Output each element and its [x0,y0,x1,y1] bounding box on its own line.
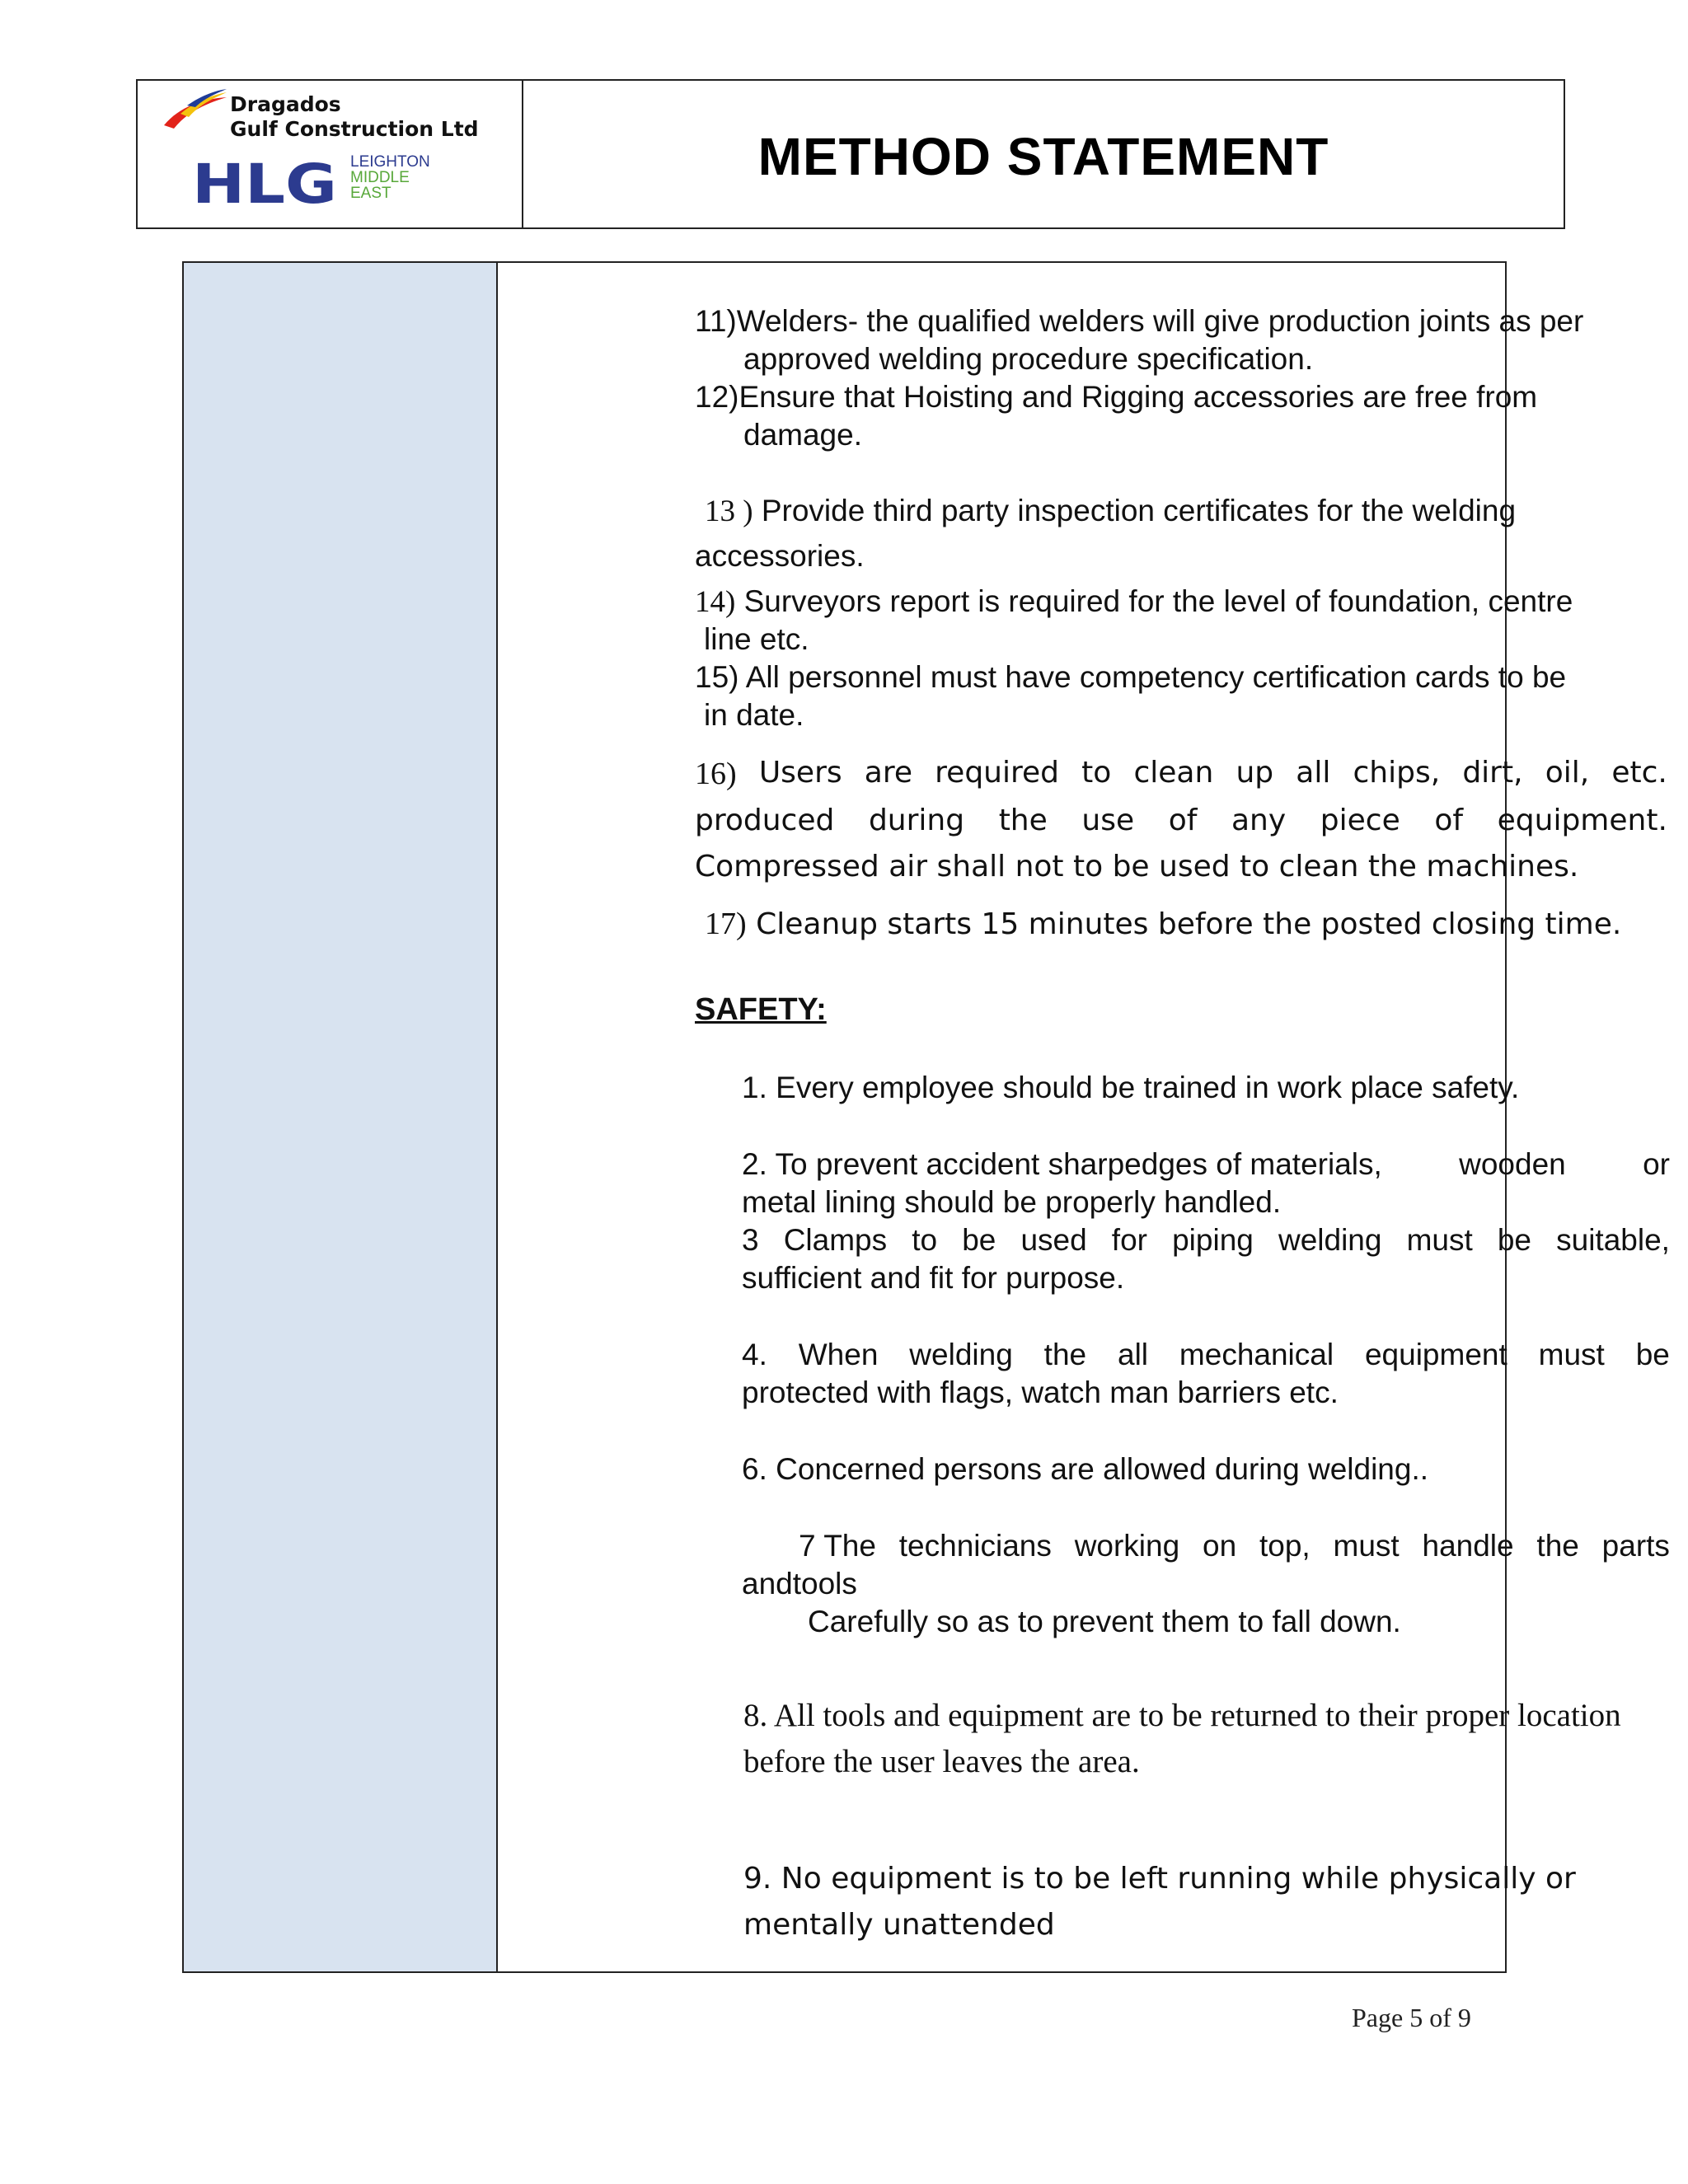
method-content [497,263,1670,1971]
leighton-line2: MIDDLE [350,169,410,186]
item-15-line1: 15) All personnel must have competency certification cards to be [695,660,1567,694]
safety-item-9-line2: mentally unattended [743,1908,1055,1942]
safety-item-3-word: piping [1172,1223,1254,1257]
leighton-line3: EAST [350,185,392,202]
safety-item-7-word: working [1074,1529,1180,1563]
safety-item-7-word: handle [1422,1529,1514,1563]
item-16-word: any [1231,804,1287,837]
safety-item-7-word: 7 The [799,1529,876,1563]
safety-item-4-line2: protected with flags, watch man barriers etc. [742,1376,1339,1409]
safety-item-6: 6. Concerned persons are allowed during welding.. [742,1452,1429,1486]
item-16-word: of [1168,804,1198,837]
safety-item-7-word: parts [1601,1529,1670,1563]
safety-item-4-word: mechanical [1179,1338,1334,1371]
safety-item-3-line1 [742,1223,1670,1258]
company-name-line2: Gulf Construction Ltd [230,117,479,141]
item-16-word: chips, [1353,756,1441,790]
safety-item-4-word: 4. [742,1338,767,1371]
safety-item-2-word: 2. To prevent accident sharpedges of materials, [742,1147,1382,1181]
title-block [523,81,1564,227]
safety-item-8-line2: before the user leaves the area. [743,1744,1140,1779]
item-16-word: are [864,756,912,790]
hlg-logo [192,157,342,208]
item-16-word: use [1081,804,1135,837]
safety-item-4-word: be [1635,1338,1670,1371]
item-17-text: Cleanup starts 15 minutes before the posted closing time. [756,907,1622,941]
company-name-line1: Dragados [230,92,341,116]
item-16-word: all [1296,756,1331,790]
safety-item-3-word: used [1020,1223,1087,1257]
item-16-word: of [1434,804,1464,837]
safety-item-9-line1: 9. No equipment is to be left running while physically or [743,1862,1576,1896]
item-17-line1 [705,906,1621,942]
item-14-text: Surveyors report is required for the level of foundation, centre [743,584,1573,618]
safety-item-1: 1. Every employee should be trained in work place safety. [742,1071,1520,1104]
safety-item-7-word: on [1203,1529,1237,1563]
item-16-word: required [935,756,1059,790]
safety-item-4-line1 [742,1338,1670,1372]
item-16-word: equipment. [1497,804,1667,837]
safety-item-3-word: Clamps [783,1223,888,1257]
safety-item-4-word: the [1043,1338,1087,1371]
leighton-line1: LEIGHTON [350,153,430,171]
safety-item-3-word: 3 [742,1223,759,1257]
safety-item-8-line1: 8. All tools and equipment are to be returned to their proper location [743,1698,1621,1733]
safety-item-3-word: be [1497,1223,1532,1257]
item-16-word: to [1081,756,1112,790]
svg-text:HLG: HLG [192,157,337,208]
safety-item-4-word: must [1538,1338,1605,1371]
document-header [136,79,1565,229]
safety-item-2-line1 [742,1147,1670,1182]
safety-item-2-word: or [1643,1147,1670,1181]
safety-item-4-word: all [1118,1338,1149,1371]
safety-item-7-line1 [799,1529,1670,1563]
item-15-line2: in date. [704,698,804,732]
item-16-word: oil, [1545,756,1590,790]
item-16-word: up [1236,756,1274,790]
item-13-line2: accessories. [695,539,865,573]
item-16-word: produced [695,804,835,837]
safety-item-4-word: equipment [1364,1338,1507,1371]
item-12-line2: damage. [743,418,862,452]
safety-item-3-word: be [962,1223,996,1257]
safety-item-3-word: to [912,1223,938,1257]
safety-item-3-word: must [1406,1223,1473,1257]
item-16-line3: Compressed air shall not to be used to clean the machines. [695,850,1579,883]
item-16-word: dirt, [1462,756,1523,790]
item-13-number: 13 ) [705,494,753,528]
item-16-line2 [695,804,1667,837]
item-13-text: Provide third party inspection certificates for the welding [761,494,1517,527]
safety-item-3-word: suitable, [1556,1223,1670,1257]
safety-item-7-word: the [1536,1529,1579,1563]
safety-item-7-line2: andtools [742,1567,857,1601]
item-16-word: the [998,804,1048,837]
safety-item-7-word: technicians [898,1529,1052,1563]
safety-item-3-line2: sufficient and fit for purpose. [742,1261,1125,1295]
item-14-number: 14) [695,585,736,619]
dragados-swoosh-logo [162,89,228,147]
item-16-word: clean [1133,756,1214,790]
item-16-line1 [695,756,1667,792]
safety-item-7-line3: Carefully so as to prevent them to fall down. [808,1605,1401,1638]
safety-item-3-word: welding [1278,1223,1382,1257]
left-shaded-column [184,263,498,1971]
safety-item-7-word: must [1333,1529,1400,1563]
safety-heading: SAFETY: [695,992,827,1027]
item-11-line1: 11)Welders- the qualified welders will give production joints as per [695,304,1584,338]
safety-item-4-word: welding [909,1338,1013,1371]
item-17-number: 17) [705,907,747,941]
logo-block [138,81,523,227]
item-11-line2: approved welding procedure specification. [743,342,1314,376]
safety-item-2-word: wooden [1459,1147,1566,1181]
item-14-line1 [695,584,1573,620]
item-16-word: Users [758,756,842,790]
safety-item-4-word: When [798,1338,879,1371]
item-12-line1: 12)Ensure that Hoisting and Rigging accessories are free from [695,380,1538,414]
safety-item-2-line2: metal lining should be properly handled. [742,1185,1282,1219]
safety-item-3-word: for [1111,1223,1147,1257]
item-13-line1 [705,494,1516,529]
item-16-number: 16) [695,757,737,791]
method-table [182,261,1670,1973]
item-16-word: piece [1320,804,1400,837]
leighton-logo-text [350,154,430,201]
item-14-line2: line etc. [704,622,809,656]
item-16-word: etc. [1611,756,1667,790]
page-number: Page 5 of 9 [1352,2003,1471,2032]
document-title: METHOD STATEMENT [757,127,1329,186]
safety-item-7-word: top, [1259,1529,1311,1563]
item-16-word: during [868,804,965,837]
